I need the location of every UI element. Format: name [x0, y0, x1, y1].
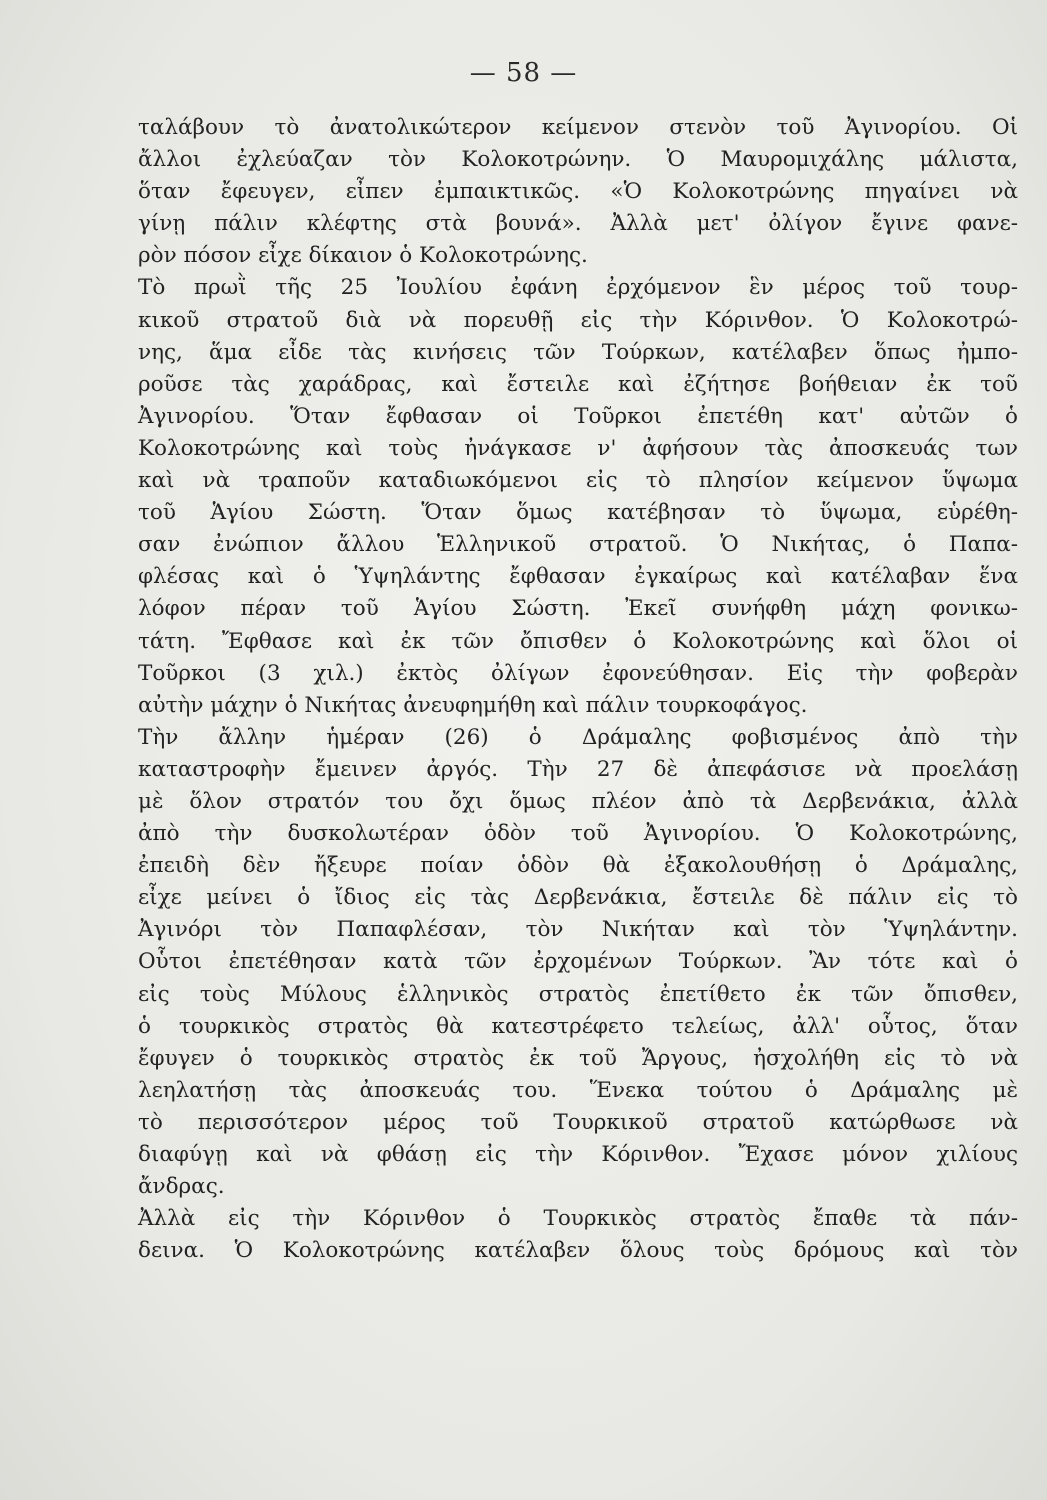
text-line: Τὸ πρωῒ τῆς 25 Ἰουλίου ἐφάνη ἐρχόμενον ἓν μέρος τοῦ τουρ- [138, 275, 1018, 301]
text-line: Ἀγινορίου. Ὅταν ἔφθασαν οἱ Τοῦρκοι ἐπετέθη κατ' αὐτῶν ὁ [138, 403, 1018, 429]
text-line: ἄνδρας. [138, 1174, 225, 1200]
text-line: καταστροφὴν ἔμεινεν ἀργός. Τὴν 27 δὲ ἀπεφάσισε νὰ προελάσῃ [138, 756, 1018, 782]
text-line: λεηλατήσῃ τὰς ἀποσκευάς του. Ἕνεκα τούτου ὁ Δράμαλης μὲ [138, 1077, 1018, 1103]
text-line: ὅταν ἔφευγεν, εἶπεν ἐμπαικτικῶς. «Ὁ Κολοκοτρώνης πηγαίνει νὰ [138, 179, 1018, 205]
text-line: εἰς τοὺς Μύλους ἑλληνικὸς στρατὸς ἐπετίθετο ἐκ τῶν ὄπισθεν, [138, 981, 1018, 1007]
text-line: σαν ἐνώπιον ἄλλου Ἑλληνικοῦ στρατοῦ. Ὁ Νικήτας, ὁ Παπα- [138, 532, 1018, 558]
text-line: αὐτὴν μάχην ὁ Νικήτας ἀνευφημήθη καὶ πάλιν τουρκοφάγος. [138, 692, 808, 718]
text-line: Ἀλλὰ εἰς τὴν Κόρινθον ὁ Τουρκικὸς στρατὸς ἔπαθε τὰ πάν- [138, 1206, 1018, 1232]
text-line: δεινα. Ὁ Κολοκοτρώνης κατέλαβεν ὅλους τοὺς δρόμους καὶ τὸν [138, 1238, 1018, 1264]
page-number: — 58 — [469, 58, 578, 88]
text-line: ἄλλοι ἐχλεύαζαν τὸν Κολοκοτρώνην. Ὁ Μαυρομιχάλης μάλιστα, [138, 147, 1018, 173]
text-line: καὶ νὰ τραποῦν καταδιωκόμενοι εἰς τὸ πλησίον κείμενον ὕψωμα [138, 468, 1018, 494]
text-line: φλέσας καὶ ὁ Ὑψηλάντης ἔφθασαν ἐγκαίρως καὶ κατέλαβαν ἕνα [138, 564, 1018, 590]
body-text [138, 112, 1018, 1267]
text-line: Τὴν ἄλλην ἡμέραν (26) ὁ Δράμαλης φοβισμένος ἀπὸ τὴν [138, 724, 1018, 750]
text-line: ἐπειδὴ δὲν ἤξευρε ποίαν ὁδὸν θὰ ἐξακολουθήσῃ ὁ Δράμαλης, [138, 853, 1018, 879]
text-line: εἶχε μείνει ὁ ἴδιος εἰς τὰς Δερβενάκια, ἔστειλε δὲ πάλιν εἰς τὸ [138, 885, 1018, 911]
text-line: τάτη. Ἔφθασε καὶ ἐκ τῶν ὄπισθεν ὁ Κολοκοτρώνης καὶ ὅλοι οἱ [138, 628, 1018, 654]
text-line: τοῦ Ἁγίου Σώστη. Ὅταν ὅμως κατέβησαν τὸ ὕψωμα, εὑρέθη- [138, 500, 1018, 526]
text-line: Κολοκοτρώνης καὶ τοὺς ἠνάγκασε ν' ἀφήσουν τὰς ἀποσκευάς των [138, 435, 1018, 461]
text-line: νης, ἅμα εἶδε τὰς κινήσεις τῶν Τούρκων, κατέλαβεν ὅπως ἠμπο- [138, 339, 1018, 365]
text-line: Τοῦρκοι (3 χιλ.) ἐκτὸς ὀλίγων ἐφονεύθησαν. Εἰς τὴν φοβερὰν [138, 660, 1018, 686]
text-line: Οὗτοι ἐπετέθησαν κατὰ τῶν ἐρχομένων Τούρκων. Ἂν τότε καὶ ὁ [138, 949, 1018, 975]
text-line: ἀπὸ τὴν δυσκολωτέραν ὁδὸν τοῦ Ἀγινορίου. Ὁ Κολοκοτρώνης, [138, 821, 1018, 847]
text-line: γίνῃ πάλιν κλέφτης στὰ βουνά». Ἀλλὰ μετ' ὀλίγον ἔγινε φανε- [138, 211, 1018, 237]
text-line: τὸ περισσότερον μέρος τοῦ Τουρκικοῦ στρατοῦ κατώρθωσε νὰ [138, 1109, 1018, 1135]
text-line: ἔφυγεν ὁ τουρκικὸς στρατὸς ἐκ τοῦ Ἄργους, ἠσχολήθη εἰς τὸ νὰ [138, 1045, 1018, 1071]
text-line: λόφον πέραν τοῦ Ἁγίου Σώστη. Ἐκεῖ συνήφθη μάχη φονικω- [138, 596, 1018, 622]
text-line: ροῦσε τὰς χαράδρας, καὶ ἔστειλε καὶ ἐζήτησε βοήθειαν ἐκ τοῦ [138, 371, 1018, 397]
text-line: ταλάβουν τὸ ἀνατολικώτερον κείμενον στενὸν τοῦ Ἀγινορίου. Οἱ [138, 115, 1018, 140]
text-line: διαφύγῃ καὶ νὰ φθάσῃ εἰς τὴν Κόρινθον. Ἔχασε μόνον χιλίους [138, 1142, 1018, 1167]
text-line: ὁ τουρκικὸς στρατὸς θὰ κατεστρέφετο τελείως, ἀλλ' οὗτος, ὅταν [138, 1013, 1018, 1039]
text-line: Ἀγινόρι τὸν Παπαφλέσαν, τὸν Νικήταν καὶ τὸν Ὑψηλάντην. [138, 917, 1018, 943]
text-line: ρὸν πόσον εἶχε δίκαιον ὁ Κολοκοτρώνης. [138, 243, 588, 269]
text-line: κικοῦ στρατοῦ διὰ νὰ πορευθῇ εἰς τὴν Κόρινθον. Ὁ Κολοκοτρώ- [138, 307, 1018, 333]
text-line: μὲ ὅλον στρατόν του ὄχι ὅμως πλέον ἀπὸ τὰ Δερβενάκια, ἀλλὰ [138, 788, 1018, 814]
